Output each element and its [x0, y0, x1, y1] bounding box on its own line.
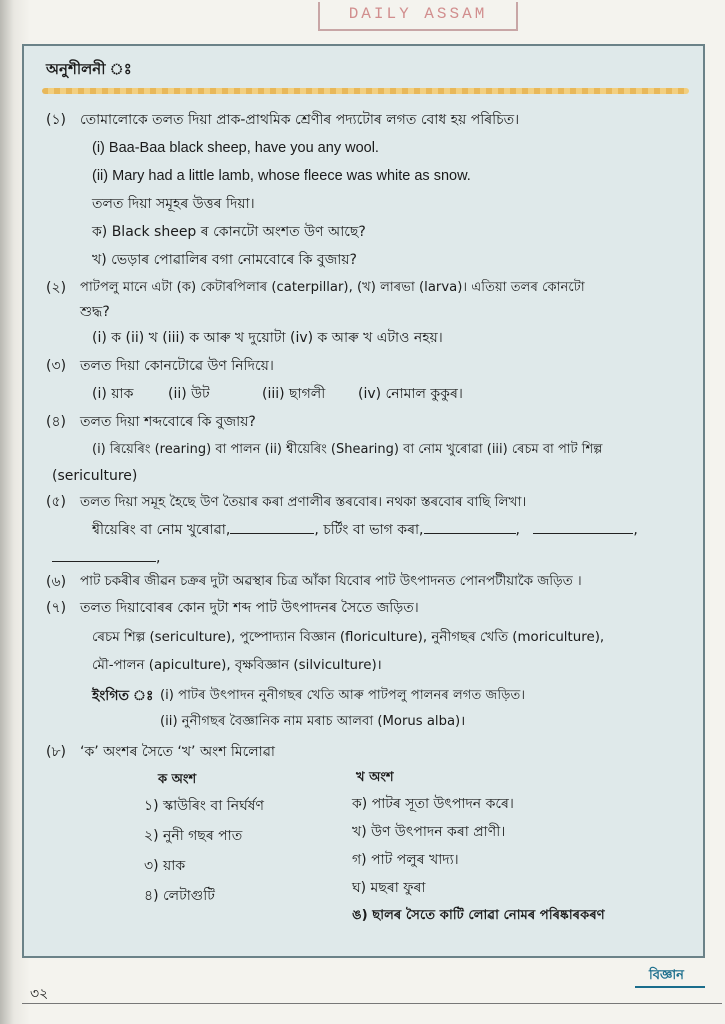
q3-option-3: (iii) ছাগলী — [262, 386, 326, 402]
q1-instruction: তলত দিয়া সমূহৰ উত্তৰ দিয়া। — [92, 196, 255, 212]
q8-a-item-3: ৩) য়াক — [144, 858, 186, 874]
exercise-heading: অনুশীলনী ঃ — [46, 60, 132, 78]
q8-column-b-head: খ অংশ — [356, 770, 394, 785]
q4-text: তলত দিয়া শব্দবোৰে কি বুজায়? — [80, 414, 256, 430]
subject-label: বিজ্ঞান — [649, 968, 684, 983]
q3-option-1: (i) য়াক — [92, 386, 134, 402]
q7-text: তলত দিয়াবোৰৰ কোন দুটা শব্দ পাট উৎপাদনৰ সৈতে জড়িত। — [80, 600, 419, 616]
q1-line2: (ii) Mary had a little lamb, whose fleece was white as snow. — [92, 168, 471, 184]
q2-text: পাটপলু মানে এটা (ক) কেটাৰপিলাৰ (caterpillar), (খ) লাৰভা (larva)। এতিয়া তলৰ কোনটো — [80, 280, 585, 295]
q8-b-item-3: গ) পাট পলুৰ খাদ্য। — [352, 852, 459, 868]
q5-blank-3[interactable] — [533, 532, 633, 534]
q7-line2: মৌ-পালন (apiculture), বৃক্ষবিজ্ঞান (silviculture)। — [92, 658, 382, 673]
q4-line2: (sericulture) — [52, 468, 138, 484]
q1-text: তোমালোকে তলত দিয়া প্ৰাক-প্ৰাথমিক শ্ৰেণীৰ পদ্যটোৰ লগত বোধ হয় পৰিচিত। — [80, 112, 520, 128]
q2-number: (২) — [46, 280, 67, 296]
q7-number: (৭) — [46, 600, 67, 616]
q3-number: (৩) — [46, 358, 67, 374]
q8-b-item-4: ঘ) মছৰা ফুৰা — [352, 880, 426, 896]
q5-blank-2[interactable] — [424, 532, 516, 534]
q2-options: (i) ক (ii) খ (iii) ক আৰু খ দুয়োটা (iv) ক আৰু খ এটাও নহয়। — [92, 330, 443, 346]
q5-step-1: শ্বীয়েৰিং বা নোম খুৰোৱা, — [92, 522, 231, 538]
q4-line1: (i) ৰিয়েৰিং (rearing) বা পালন (ii) শ্বীয়েৰিং (Shearing) বা নোম খুৰোৱা (iii) ৰেচম বা পাট শিল্প — [92, 442, 603, 457]
q6-text: পাট চকৰীৰ জীৱন চক্ৰৰ দুটা অৱস্থাৰ চিত্ৰ আঁকা যিবোৰ পাট উৎপাদনত পোনপটীয়াকৈ জড়িত । — [80, 574, 582, 589]
page-number: ৩২ — [30, 986, 49, 1002]
q5-blank-4[interactable] — [52, 560, 156, 562]
q8-a-item-4: ৪) লেটাগুটি — [144, 888, 215, 904]
q8-a-item-2: ২) নুনী গছৰ পাত — [144, 828, 243, 844]
q3-option-4: (iv) নোমাল কুকুৰ। — [358, 386, 463, 402]
q5-continue — [52, 548, 160, 568]
q7-hint-label: ইংগিত ঃ — [92, 688, 154, 704]
q7-line1: ৰেচম শিল্প (sericulture), পুষ্পোদ্যান বিজ্ঞান (floriculture), নুনীগছৰ খেতি (moriculture), — [92, 630, 605, 645]
q8-a-item-1: ১) স্কাউৰিং বা নিৰ্ঘৰ্ষণ — [144, 798, 264, 814]
q1-part-a: ক) Black sheep ৰ কোনটো অংশত উণ আছে? — [92, 224, 366, 240]
q6-number: (৬) — [46, 574, 67, 590]
q7-hint-2: (ii) নুনীগছৰ বৈজ্ঞানিক নাম মৰাচ আলবা (Morus alba)। — [160, 714, 466, 729]
q3-option-2: (ii) উট — [168, 386, 210, 402]
q5-comma: , — [515, 522, 520, 538]
q8-b-item-2: খ) উণ উৎপাদন কৰা প্ৰাণী। — [352, 824, 506, 840]
q8-number: (৮) — [46, 744, 67, 760]
q5-comma-2: , — [633, 522, 638, 538]
bottom-rule — [22, 1003, 722, 1004]
q4-number: (৪) — [46, 414, 67, 430]
q8-text: ‘ক’ অংশৰ সৈতে ‘খ’ অংশ মিলোৱা — [80, 744, 275, 760]
q5-text: তলত দিয়া সমূহ হৈছে উণ তৈয়াৰ কৰা প্ৰণালীৰ স্তৰবোৰ। নথকা স্তৰবোৰ বাছি লিখা। — [80, 494, 527, 510]
q8-b-item-5: ঙ) ছালৰ সৈতে কাটি লোৱা নোমৰ পৰিষ্কাৰকৰণ — [352, 908, 605, 923]
q1-line1: (i) Baa-Baa black sheep, have you any wool. — [92, 140, 379, 156]
q5-blank-1[interactable] — [230, 532, 314, 534]
daily-assam-stamp: DAILY ASSAM — [318, 2, 518, 31]
highlight-bar — [42, 88, 689, 94]
q5-number: (৫) — [46, 494, 67, 510]
q5-end-comma: , — [156, 550, 161, 566]
footer-rule — [635, 986, 705, 988]
q5-step-2: , চৰ্টিং বা ভাগ কৰা, — [314, 522, 424, 538]
q1-part-b: খ) ভেড়াৰ পোৱালিৰ বগা নোমবোৰে কি বুজায়? — [92, 252, 357, 268]
q1-number: (১) — [46, 112, 67, 128]
q8-column-a-head: ক অংশ — [158, 772, 197, 787]
q8-b-item-1: ক) পাটৰ সূতা উৎপাদন কৰে। — [352, 796, 514, 812]
q2-text-cont: শুদ্ধ? — [80, 304, 110, 320]
q7-hint-1: (i) পাটৰ উৎপাদন নুনীগছৰ খেতি আৰু পাটপলু পালনৰ লগত জড়িত। — [160, 688, 526, 703]
q5-steps — [92, 520, 638, 540]
q3-text: তলত দিয়া কোনটোৱে উণ নিদিয়ে। — [80, 358, 274, 374]
